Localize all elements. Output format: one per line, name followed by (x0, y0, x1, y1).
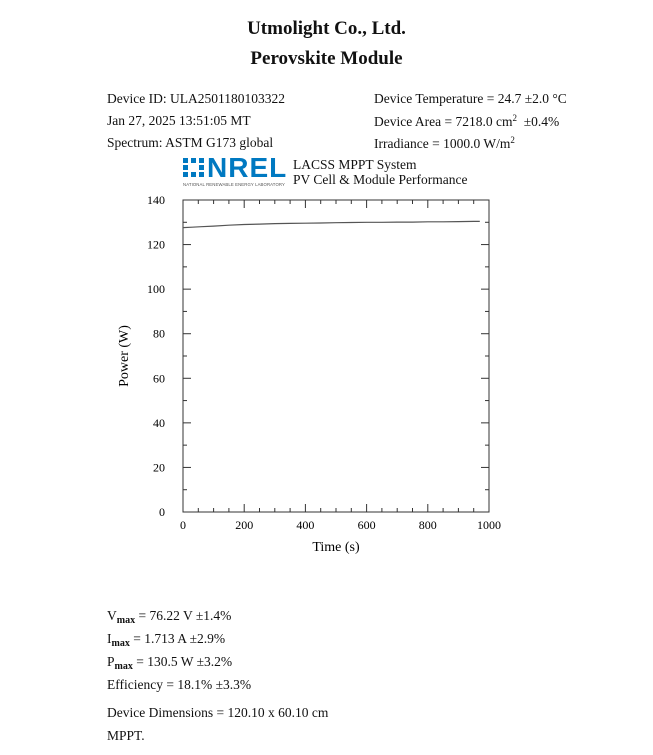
imax (107, 631, 225, 649)
y-tick-label: 0 (159, 505, 165, 519)
device-id: Device ID: ULA2501180103322 (107, 91, 285, 106)
pmax-value: = 130.5 W ±3.2% (132, 654, 233, 669)
x-tick-label: 600 (357, 518, 376, 532)
device-area-uncertainty: ±0.4% (523, 114, 560, 129)
pmax-subscript: max (114, 661, 133, 672)
plot-frame (183, 200, 489, 512)
device-dimensions: Device Dimensions = 120.10 x 60.10 cm (107, 705, 329, 720)
irradiance-value: Irradiance = 1000.0 W/m (374, 136, 511, 151)
axis-ticks (183, 200, 489, 512)
y-tick-label: 140 (147, 193, 165, 207)
efficiency: Efficiency = 18.1% ±3.3% (107, 677, 252, 692)
spectrum: Spectrum: ASTM G173 global (107, 135, 274, 150)
measurement-mode: MPPT. (107, 728, 145, 743)
power-series-line (183, 221, 480, 227)
system-name: LACSS MPPT System (293, 157, 417, 172)
y-tick-label: 40 (153, 415, 165, 430)
y-tick-label: 120 (147, 237, 165, 252)
y-tick-label: 60 (153, 371, 165, 386)
vmax-symbol: V (107, 608, 117, 623)
pmax-symbol: P (107, 654, 115, 669)
system-subtitle: PV Cell & Module Performance (293, 172, 468, 187)
power-chart (0, 185, 653, 755)
vmax (107, 608, 231, 626)
nrel-wordmark: NREL (207, 152, 288, 183)
vmax-subscript: max (116, 615, 136, 626)
product-title: Perovskite Module (250, 48, 403, 69)
device-area (374, 113, 559, 130)
y-tick-label: 80 (153, 326, 165, 341)
x-tick-label: 800 (418, 518, 437, 532)
device-temperature: Device Temperature = 24.7 ±2.0 °C (374, 91, 567, 106)
imax-subscript: max (111, 638, 130, 649)
nrel-tagline: NATIONAL RENEWABLE ENERGY LABORATORY (183, 182, 285, 187)
y-tick-label: 100 (147, 282, 165, 297)
x-tick-label: 1000 (477, 518, 501, 532)
nrel-mark-icon (183, 156, 205, 178)
x-tick-label: 400 (296, 518, 315, 532)
pmax (107, 654, 232, 672)
vmax-value: = 76.22 V ±1.4% (135, 608, 232, 623)
y-tick-label: 20 (153, 460, 165, 475)
tick-labels (147, 193, 501, 532)
imax-symbol: I (107, 631, 112, 646)
irradiance (374, 135, 515, 152)
x-tick-label: 0 (180, 518, 186, 532)
device-area-exponent: 2 (512, 113, 517, 123)
measurement-datetime: Jan 27, 2025 13:51:05 MT (107, 113, 251, 128)
imax-value: = 1.713 A ±2.9% (129, 631, 226, 646)
y-axis-label: Power (W) (117, 325, 132, 387)
x-tick-label: 200 (235, 518, 254, 532)
irradiance-exponent: 2 (510, 135, 515, 145)
company-title: Utmolight Co., Ltd. (247, 18, 406, 39)
x-axis-label: Time (s) (312, 540, 360, 555)
device-area-value: Device Area = 7218.0 cm (374, 114, 513, 129)
